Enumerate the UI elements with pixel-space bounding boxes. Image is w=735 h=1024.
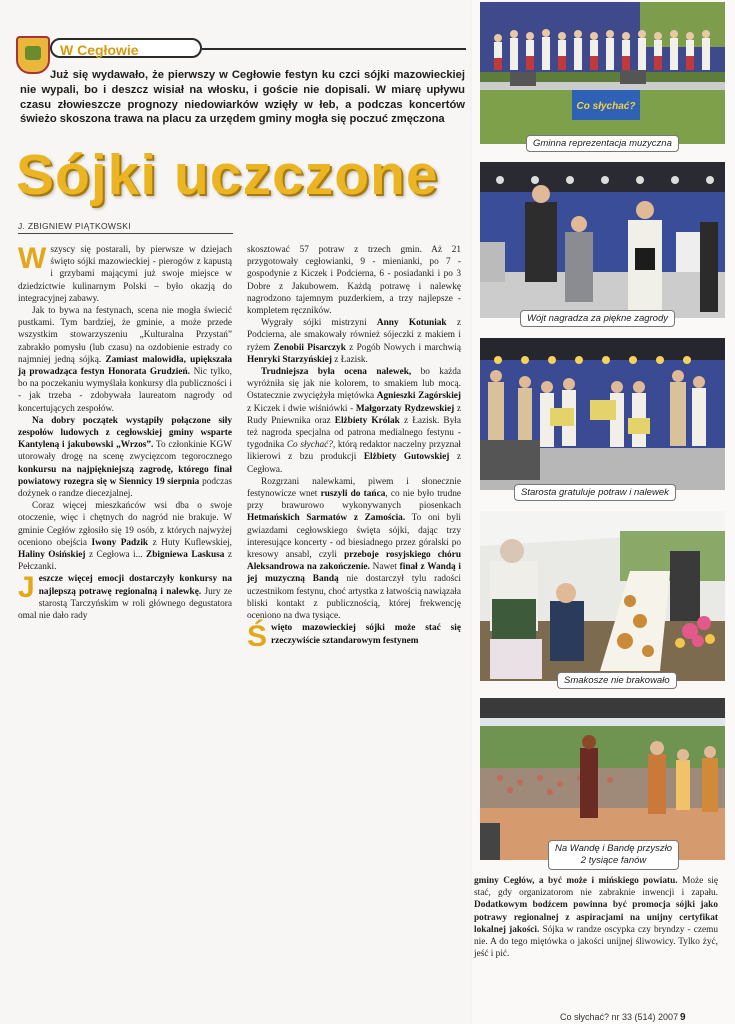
name: Zbigniewa Laskusa (146, 550, 225, 561)
magazine-footer: Co słychać? nr 33 (514) 2007 (560, 1012, 679, 1022)
article-lead: Już się wydawało, że pierwszy w Cegłowie festyn ku czci sójki mazowieckiej nie wypali, bo i deszcz wisiał na włosku, i goście nie dopisali. W miarę upływu czasu złowieszcze prognozy niedowiarków wzięły w łeb, a podczas koncertów świeżo skoszona trawa na placu za urzędem gminy mogła się poczuć zmęczona (20, 69, 465, 126)
paragraph: szyscy się postarali, by pierwsze w dziejach święto sójki mazowieckiej - pierogów z kapustą i grzybami mającymi już swoje miejsce w dziedzictwie kulinarnym Polski – było okazją do integracyjnej zabawy. (18, 245, 232, 304)
name: Elżbiety Królak (334, 415, 400, 426)
column-2 (247, 244, 462, 654)
article-continuation (474, 875, 718, 960)
paragraph: Sójka w randze oscypka czy bryndzy - czemu nie. A do tego miętówka o jakości unijnej śliwowicy. Tylko żyć, jeść i pić. (474, 924, 718, 960)
paragraph: To członkinie KGW utorowały drogę na scenę zwycięzcom tegorocznego (18, 440, 232, 463)
byline-rule (18, 233, 233, 234)
emphasis: przeboje rosyjskiego chóru Aleksandrowa na zakończenie. (247, 550, 462, 573)
byline: J. ZBIGNIEW PIĄTKOWSKI (18, 221, 131, 231)
name: Małgorzaty Rydzewskiej (355, 403, 455, 414)
paragraph: z Huty Kuflewskiej, (152, 537, 232, 548)
photo-congratulations (480, 338, 725, 490)
column-1 (18, 244, 232, 622)
paragraph: Może się stać, gdy organizatorom nie zabraknie inwencji i zapału. (474, 876, 718, 899)
paragraph: , co nie było trudne przy brawurowo wykonywanych piosenkach (247, 489, 461, 512)
paragraph: Jak to bywa na festynach, scena nie mogła świecić pustkami. Tym bardziej, że gminie, a może przede wszystkim stowarzyszeniu „Kulturalna Przystań” zabrakło pomysłu (lub czasu) na ozdobienie estrady co najmniej jedną sójką. (18, 306, 232, 365)
paragraph: z Podcierna, ale smakowały również sójeczki z makiem i ryżem (247, 318, 461, 353)
page-number: 9 (680, 1012, 686, 1023)
emphasis: Zamiast malowidła, upiększała ją prowadząca festyn Honorata Grudzień. (18, 354, 233, 378)
paragraph: z Pełczanki. (18, 550, 233, 573)
drop-cap: J (18, 571, 35, 605)
photo-tasting (480, 511, 725, 681)
article-headline: Sójki uczczone (16, 143, 439, 207)
emphasis: gminy Cegłów, a być może i mińskiego powiatu. (474, 876, 678, 886)
paragraph: Rozgrzani nalewkami, piwem i słonecznie festynowicze wnet (247, 476, 461, 500)
photo-caption: Smakosze nie brakowało (557, 672, 677, 689)
paragraph: Wygrały sójki mistrzyni (261, 318, 367, 329)
drop-cap: Ś (247, 620, 268, 654)
paragraph: skosztować 57 potraw z trzech gmin. Aż 21 przygotowały cegłowianki, 9 - mienianki, po 7 - gospodynie z Kiczek i Podcierna, 6 - posiadanki i po 3 Dobre z Jakubowem. Każdą potrawę i nalewkę nagrodzono tajemnym puzderkiem, a trzy najlepsze - kompletem ręczników. (247, 245, 461, 317)
emphasis: eszcze więcej emocji dostarczyły konkursy na najlepszą potrawę regionalną i nalewkę. (38, 574, 232, 597)
name: Elżbiety Gutowskiej (363, 452, 450, 463)
photo-choir-stage (480, 2, 725, 144)
paragraph: z Łazisk. (334, 354, 368, 365)
paragraph: Coraz więcej mieszkańców wsi dba o swoje otoczenie, więc i chętnych do nagród nie brakuje. W gminie Cegłów zgłosiło się 19 osób, z których najwyżej oceniono obejścia (18, 501, 232, 548)
drop-cap: W (18, 242, 47, 275)
section-label: W Cegłowie (50, 38, 202, 58)
emphasis: Dodatkowym bodźcem powinna być promocja sójki jako potrawy regionalnej z aspiracjami na unijny certyfikat lokalnej jakości. (474, 900, 718, 935)
name: Haliny Osińskiej (18, 550, 86, 561)
banner-text: Co słychać? (576, 101, 636, 112)
name: Agnieszki Zagórskiej (376, 391, 461, 402)
paragraph: bo każda wyróżniła się jak nie kolorem, to smakiem lub mocą. Ostatecznie zwyciężyła miętówka (247, 367, 461, 402)
section-header (16, 34, 466, 64)
name: Anny Kotuniak (376, 318, 447, 329)
caption-line: 2 tysiące fanów (580, 855, 647, 866)
photo-caption: Starosta gratuluje potraw i nalewek (514, 484, 676, 501)
paragraph: , którą redaktor naczelny przyznał likierowi z bzu produkcji (247, 440, 462, 463)
paragraph: z Kiczek i dwie wiśniówki - (247, 403, 354, 414)
emphasis: Hetmańskich Sarmatów z Zamościa. (247, 513, 406, 524)
photo-caption: Wójt nagradza za piękne zagrody (520, 310, 675, 327)
paragraph: To oni byli gwiazdami cegłowskiego święta sójki, dając trzy interesujące koncerty - od biesiadnego przez góralski po kresowy ansabl, czyli (247, 513, 462, 561)
paragraph: podczas dożynek o randze diecezjalnej. (18, 476, 233, 500)
paragraph: z Cegłowa i... (88, 550, 143, 561)
emphasis: finał z Wandą i jej muzyczną Bandą (247, 562, 461, 585)
name: Iwony Padzik (91, 537, 149, 548)
emphasis: Na dobry początek wystąpiły połączone siły zespołów ludowych z cegłowskiej gminy wsparte Kantyleną i jakubowski „Wrzos”. (18, 415, 232, 451)
paragraph: z Pogób Nowych i marchwią (349, 342, 461, 353)
caption-line: Na Wandę i Bandę przyszło (555, 843, 673, 854)
name: Henryki Starzyńskiej (247, 354, 332, 365)
section-rule (202, 48, 466, 50)
photo-concert (480, 698, 725, 860)
emphasis: więto mazowieckiej sójki może stać się rzeczywiście sztandarowym festynem (271, 623, 461, 646)
photo-caption (548, 840, 679, 870)
paragraph: z Łazisk. Była też nagroda specjalna od patrona medialnego festynu - tygodnika (247, 415, 461, 451)
photo-award (480, 162, 725, 318)
paragraph: Nic tylko, bo na poczekaniu wymyślała konkursy dla publiczności i - jak trzeba - zdobywała laureatom nagrody od koncertujących zespołów. (18, 367, 233, 414)
emphasis: ruszyli do tańca (320, 489, 386, 500)
emphasis: konkursu na najpiękniejszą zagrodę, którego finał powiatowy rozegra się w Siennicy 19 sierpnia (18, 464, 232, 487)
paragraph: nie dostarczył tylu radości uczestnikom festynu, choć artystka z łatwością nawiązała bliski kontakt z publicznością, której frekwencję oceniono na dwa tysiące. (247, 574, 462, 622)
photo-caption: Gminna reprezentacja muzyczna (526, 135, 679, 152)
emphasis: Trudniejsza była ocena nalewek, (261, 367, 412, 378)
paragraph: Nawet (372, 562, 397, 573)
magazine-title: Co słychać? (286, 440, 333, 451)
paragraph: z Cegłowa. (247, 452, 462, 475)
paragraph: z Rudy Pniewnika oraz (247, 403, 462, 426)
name: Zenobii Pisarczyk (273, 342, 346, 353)
paragraph: Jury ze starostą Tarczyńskim w roli głównego degustatora omal nie dało rady (18, 586, 232, 622)
